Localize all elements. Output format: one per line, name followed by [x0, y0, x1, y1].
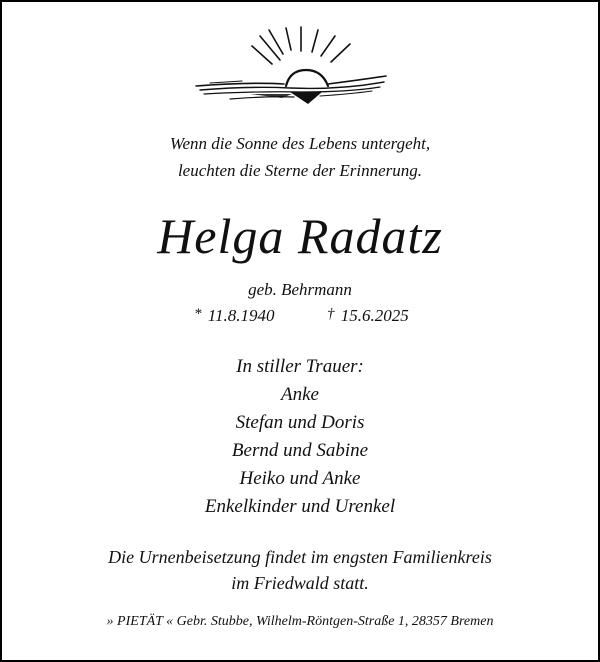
death-date-group — [327, 304, 409, 329]
death-symbol: † — [327, 306, 335, 322]
funeral-home-footer: » PIETÄT « Gebr. Stubbe, Wilhelm-Röntgen-Straße 1, 28357 Bremen — [106, 614, 494, 629]
setting-sun-icon — [190, 24, 390, 110]
birth-date: 11.8.1940 — [207, 306, 275, 325]
motto-line-1: Wenn die Sonne des Lebens untergeht, — [169, 134, 431, 153]
birth-date-group — [194, 304, 275, 329]
burial-line-2: im Friedwald statt. — [231, 573, 369, 593]
mourner-name: Enkelkinder und Urenkel — [204, 496, 396, 517]
mourner-name: Heiko und Anke — [239, 468, 361, 489]
mourner-name: Anke — [281, 384, 319, 405]
mourner-name: Bernd und Sabine — [231, 440, 369, 461]
mourner-name: Stefan und Doris — [235, 412, 365, 433]
birth-name: geb. Behrmann — [248, 280, 352, 299]
birth-symbol: * — [194, 306, 202, 322]
deceased-name: Helga Radatz — [157, 208, 443, 264]
motto-line-2: leuchten die Sterne der Erinnerung. — [177, 161, 423, 180]
death-date: 15.6.2025 — [340, 306, 409, 325]
burial-line-1: Die Urnenbeisetzung findet im engsten Familienkreis — [108, 547, 492, 567]
mourners-intro: In stiller Trauer: — [236, 356, 364, 377]
life-dates — [2, 304, 598, 328]
